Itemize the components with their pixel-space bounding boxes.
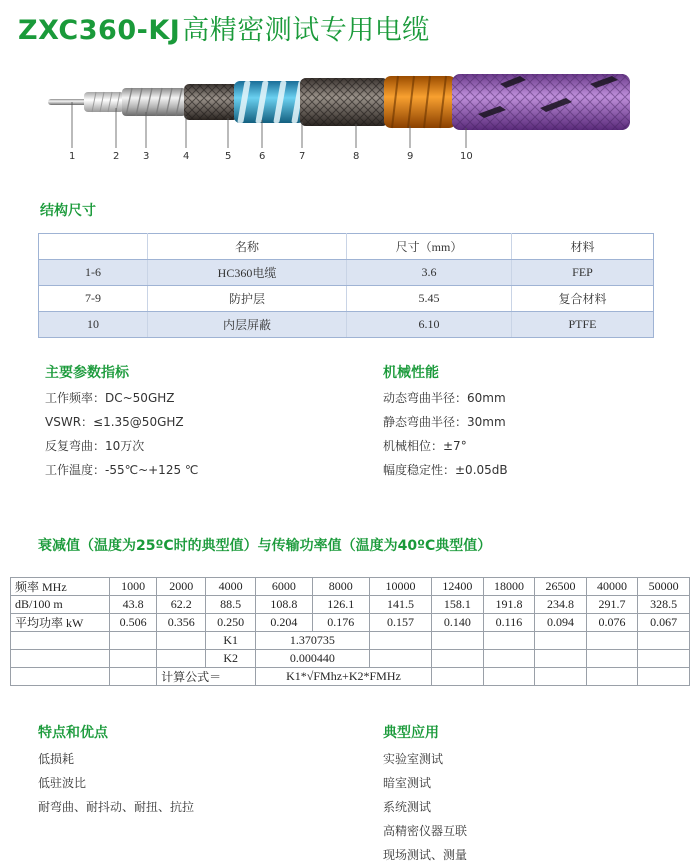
table-cell: PTFE [512, 312, 654, 338]
list-item: 高精密仪器互联 [383, 824, 468, 838]
table-cell: 0.204 [255, 614, 312, 632]
formula-value: K1*√FMhz+K2*FMHz [255, 668, 431, 686]
table-cell: 291.7 [586, 596, 638, 614]
table-row [39, 286, 654, 312]
cable-label-6: 6 [259, 151, 266, 162]
table-row [39, 260, 654, 286]
cable-label-10: 10 [460, 151, 473, 162]
table-cell: 18000 [483, 578, 535, 596]
k2-value: 0.000440 [255, 650, 369, 668]
list-item: 实验室测试 [383, 752, 444, 766]
attenuation-heading: 衰减值（温度为25ºC时的典型值）与传输功率值（温度为40ºC典型值） [38, 538, 492, 554]
cable-label-4: 4 [183, 151, 190, 162]
table-cell: 0.250 [206, 614, 255, 632]
table-cell: 4000 [206, 578, 255, 596]
table-cell: 1-6 [39, 260, 148, 286]
features-heading: 特点和优点 [38, 725, 108, 741]
list-item: 静态弯曲半径：30mm [383, 415, 506, 429]
list-item: 低损耗 [38, 752, 75, 766]
table-cell: 234.8 [535, 596, 587, 614]
table-cell: 5.45 [347, 286, 512, 312]
table-cell: 26500 [535, 578, 587, 596]
table-cell: 328.5 [638, 596, 690, 614]
table-cell: 2000 [157, 578, 206, 596]
structure-table [38, 233, 654, 338]
cable-label-2: 2 [113, 151, 120, 162]
list-item: 系统测试 [383, 800, 432, 814]
list-item: 幅度稳定性：±0.05dB [383, 463, 508, 477]
formula-label: 计算公式＝ [157, 668, 256, 686]
table-cell: 防护层 [148, 286, 347, 312]
model-name: ZXC360-KJ [18, 15, 181, 46]
row-label: dB/100 m [11, 596, 110, 614]
table-cell: HC360电缆 [148, 260, 347, 286]
list-item: 工作频率：DC~50GHZ [45, 391, 175, 405]
table-cell: 191.8 [483, 596, 535, 614]
mech-list [383, 386, 508, 482]
table-cell: 50000 [638, 578, 690, 596]
mech-heading: 机械性能 [383, 365, 439, 381]
table-cell: 0.176 [312, 614, 369, 632]
table-cell: 0.356 [157, 614, 206, 632]
table-row [11, 614, 690, 632]
table-cell: 7-9 [39, 286, 148, 312]
applications-heading: 典型应用 [383, 725, 439, 741]
table-cell: FEP [512, 260, 654, 286]
table-cell: 0.076 [586, 614, 638, 632]
k1-value: 1.370735 [255, 632, 369, 650]
table-cell: 108.8 [255, 596, 312, 614]
table-cell: 0.067 [638, 614, 690, 632]
params-list [45, 386, 198, 482]
row-label: 频率 MHz [11, 578, 110, 596]
list-item: 机械相位：±7° [383, 439, 467, 453]
table-cell: 0.506 [110, 614, 157, 632]
table-cell: 6.10 [347, 312, 512, 338]
structure-heading: 结构尺寸 [40, 203, 96, 219]
table-cell: 0.140 [432, 614, 484, 632]
center-conductor [48, 99, 88, 105]
list-item: 耐弯曲、耐抖动、耐扭、抗拉 [38, 800, 195, 814]
table-cell: 40000 [586, 578, 638, 596]
table-cell: 141.5 [369, 596, 431, 614]
list-item: VSWR：≤1.35@50GHZ [45, 415, 184, 429]
table-cell: 6000 [255, 578, 312, 596]
table-cell: 复合材料 [512, 286, 654, 312]
cable-label-3: 3 [143, 151, 150, 162]
structure-header-cell: 材料 [512, 234, 654, 260]
k1-label: K1 [206, 632, 255, 650]
cable-label-8: 8 [353, 151, 360, 162]
table-cell: 0.094 [535, 614, 587, 632]
list-item: 低驻波比 [38, 776, 87, 790]
table-row [11, 650, 690, 668]
params-heading: 主要参数指标 [45, 365, 129, 381]
table-cell: 10000 [369, 578, 431, 596]
page-title [18, 8, 430, 47]
attenuation-table [10, 577, 690, 686]
table-row [39, 312, 654, 338]
cable-label-5: 5 [225, 151, 232, 162]
list-item: 工作温度：-55℃~+125 ℃ [45, 463, 199, 477]
table-cell: 43.8 [110, 596, 157, 614]
cable-label-9: 9 [407, 151, 414, 162]
table-cell: 88.5 [206, 596, 255, 614]
table-cell: 10 [39, 312, 148, 338]
table-cell: 内层屏蔽 [148, 312, 347, 338]
structure-header-cell: 尺寸（mm） [347, 234, 512, 260]
table-row [11, 578, 690, 596]
cable-illustration [0, 62, 700, 152]
table-cell: 158.1 [432, 596, 484, 614]
list-item: 暗室测试 [383, 776, 432, 790]
table-cell: 126.1 [312, 596, 369, 614]
table-row [11, 668, 690, 686]
row-label: 平均功率 kW [11, 614, 110, 632]
cable-label-7: 7 [299, 151, 306, 162]
table-cell: 0.116 [483, 614, 535, 632]
table-row [11, 632, 690, 650]
cable-label-1: 1 [69, 151, 76, 162]
list-item: 现场测试、测量 [383, 848, 468, 862]
table-cell: 8000 [312, 578, 369, 596]
table-cell: 1000 [110, 578, 157, 596]
structure-header-cell: 名称 [148, 234, 347, 260]
product-name: 高精密测试专用电缆 [182, 15, 430, 46]
k2-label: K2 [206, 650, 255, 668]
list-item: 反复弯曲：10万次 [45, 439, 145, 453]
table-cell: 3.6 [347, 260, 512, 286]
list-item: 动态弯曲半径：60mm [383, 391, 506, 405]
structure-header-cell [39, 234, 148, 260]
structure-header-row [39, 234, 654, 260]
applications-list [383, 747, 467, 867]
table-row [11, 596, 690, 614]
table-cell: 62.2 [157, 596, 206, 614]
table-cell: 12400 [432, 578, 484, 596]
table-cell: 0.157 [369, 614, 431, 632]
features-list [38, 747, 194, 819]
